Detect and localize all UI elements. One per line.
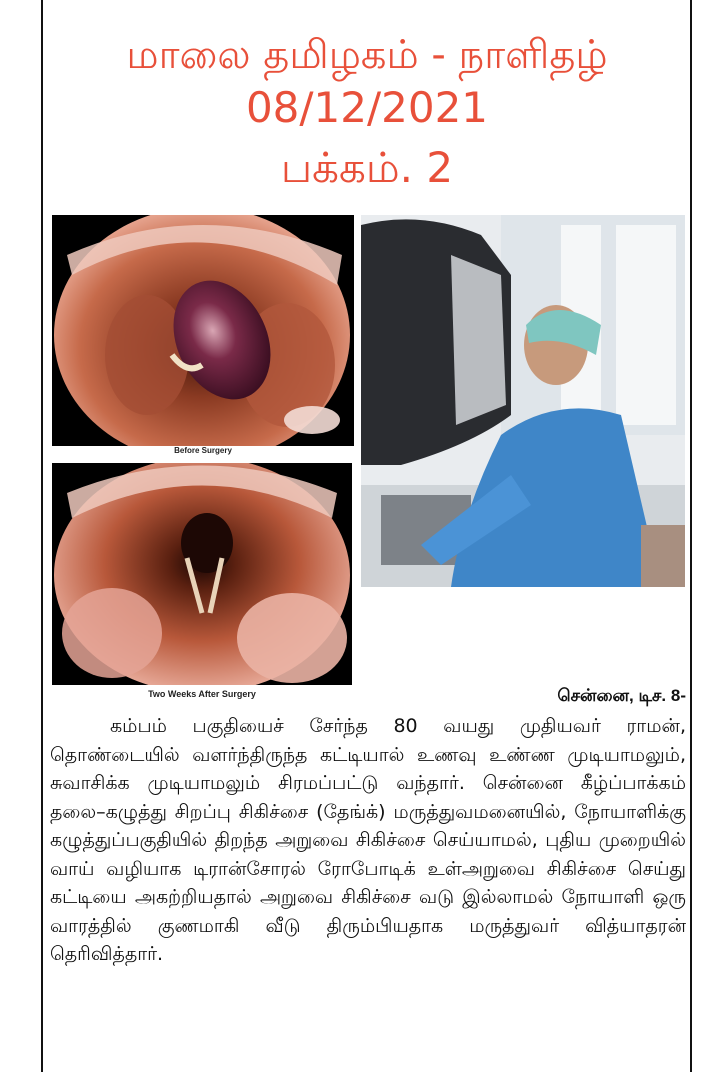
column-rule-left [41,0,43,1072]
column-rule-right [690,0,692,1072]
before-surgery-photo [52,215,354,455]
surgeon-robotic-console-photo [361,215,685,587]
before-surgery-caption: Before Surgery [52,446,354,456]
page-number: பக்கம். 2 [280,143,454,192]
article-body: கம்பம் பகுதியைச் சேர்ந்த 80 வயது முதியவர் ராமன், தொண்டையில் வளர்ந்திருந்த கட்டியால் உணவு உண்ண முடியாமலும், சுவாசிக்க முடியாமலும் சிரமப்பட்டு வந்தார். சென்னை கீழ்ப்பாக்கம் தலை–கழுத்து சிறப்பு சிகிச்சை (தேங்க்) மருத்துவமனையில், நோயாளிக்கு கழுத்துப்பகுதியில் திறந்த அறுவை சிகிச்சை செய்யாமல், புதிய முறையில் வாய் வழியாக டிரான்சோரல் ரோபோடிக் உள்அறுவை சிகிச்சை செய்து கட்டியை அகற்றியதால் அறுவை சிகிச்சை வடு இல்லாமல் நோயாளி ஒரு வாரத்தில் குணமாகி வீடு திரும்பியதாக மருத்துவர் வித்யாதரன் தெரிவித்தார். [50,715,686,965]
after-surgery-photo [52,463,352,685]
article-dateline: சென்னை, டிச. 8- [557,686,686,705]
publication-date: 08/12/2021 [245,83,489,132]
after-surgery-caption: Two Weeks After Surgery [148,689,256,699]
newspaper-name: மாலை தமிழகம் - நாளிதழ் [126,32,608,78]
